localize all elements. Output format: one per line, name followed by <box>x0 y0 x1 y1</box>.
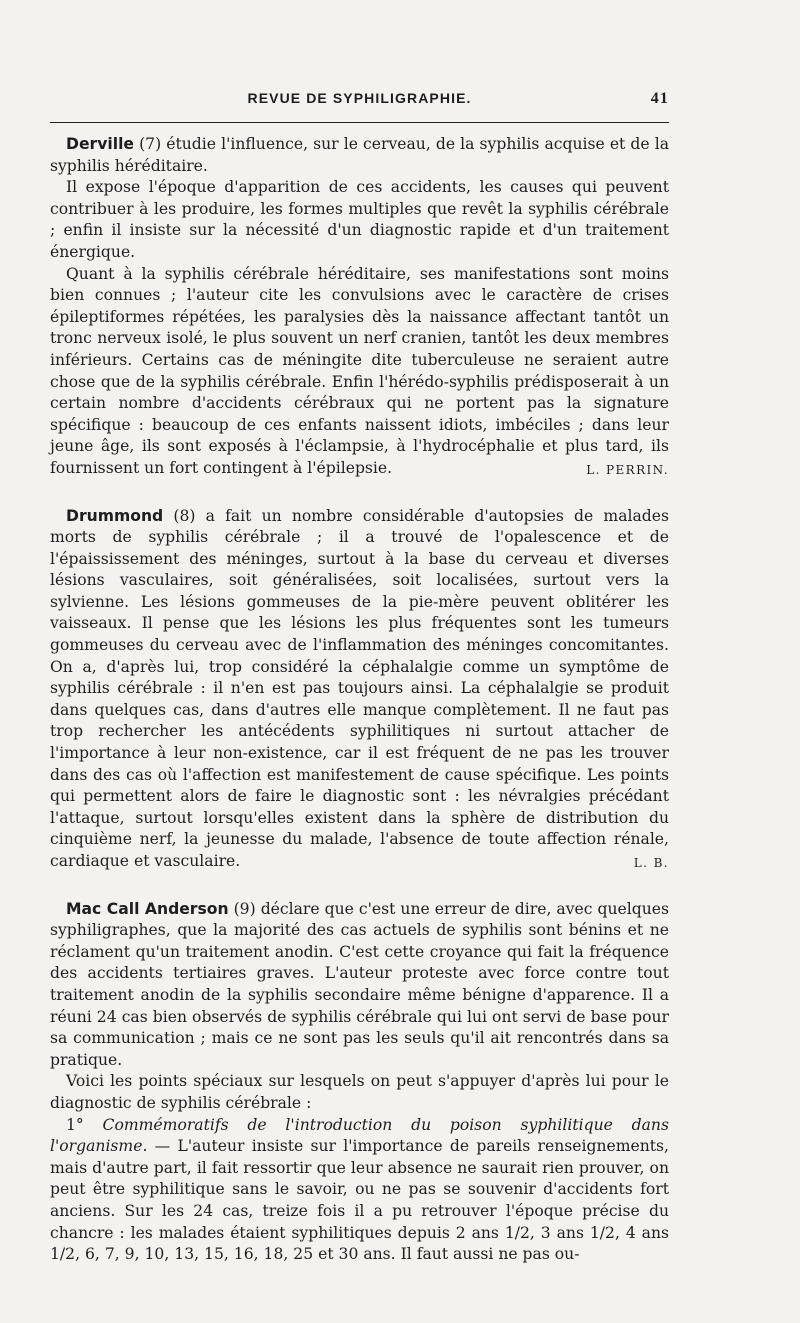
author-name: Drummond <box>66 506 164 525</box>
item-text: — L'auteur insiste sur l'importance de pareils renseignements, mais d'autre part, il fait ressortir que leur absence ne saurait rien prouver, on peut être syphilitique sans le savoir, ou ne pas se souvenir d'accidents fort anciens. Sur les 24 cas, treize fois il a pu retrouver l'époque précise du chancre : les malades étaient syphilitiques depuis 2 ans 1/2, 3 ans 1/2, 4 ans 1/2, 6, 7, 9, 10, 13, 15, 16, 18, 25 et 30 ans. Il faut aussi ne pas ou- <box>50 1137 669 1264</box>
numbered-item <box>50 1115 669 1266</box>
section-gap <box>50 482 669 506</box>
paragraph <box>50 899 669 1072</box>
header-rule <box>50 122 669 123</box>
section-gap <box>50 875 669 899</box>
paragraph-text: Quant à la syphilis cérébrale héréditaire, ses manifestations sont moins bien connues ; l'auteur cite les convulsions avec le caractère de crises épileptiformes répétées, les paralysies dès la naissance affectant tantôt un tronc nerveux isolé, le plus souvent un nerf cranien, tantôt les deux membres inférieurs. Certains cas de méningite dite tuberculeuse ne seraient autre chose que de la syphilis cérébrale. Enfin l'hérédo-syphilis prédisposerait à un certain nombre d'accidents cérébraux qui ne portent pas la signature spécifique : beaucoup de ces enfants naissent idiots, imbéciles ; dans leur jeune âge, ils sont exposés à l'éclampsie, à l'hydrocéphalie et plus tard, ils fournissent un fort contingent à l'épilepsie. <box>50 264 669 477</box>
page-number: 41 <box>650 90 669 107</box>
item-title: Commémoratifs de l'introduction du poison syphilitique dans l'organisme. <box>50 1115 669 1156</box>
article-mac-call-anderson <box>50 899 669 1266</box>
paragraph-text: (9) déclare que c'est une erreur de dire, avec quelques syphiligraphes, que la majorité des cas actuels de syphilis sont bénins et ne réclament qu'un traitement anodin. C'est cette croyance qui fait la fréquence des accidents tertiaires graves. L'auteur proteste avec force contre tout traitement anodin de la syphilis secondaire même bénigne d'apparence. Il a réuni 24 cas bien observés de syphilis cérébrale qui lui ont servi de base pour sa communication ; mais ce ne sont pas les seuls qu'il ait rencontrés dans sa pratique. <box>50 899 669 1069</box>
paragraph <box>50 506 669 873</box>
item-number: 1° <box>66 1115 84 1134</box>
running-head <box>50 90 669 112</box>
paragraph-text: (7) étudie l'influence, sur le cerveau, de la syphilis acquise et de la syphilis héréditaire. <box>50 135 669 175</box>
page-body <box>50 134 669 1266</box>
paragraph-text: (8) a fait un nombre considérable d'autopsies de malades morts de syphilis cérébrale ; il a trouvé de l'opalescence et de l'épaississement des méninges, surtout à la base du cerveau et diverses lésions vasculaires, soit généralisées, soit localisées, surtout vers la sylvienne. Les lésions gommeuses de la pie-mère peuvent oblitérer les vaisseaux. Il pense que les lésions les plus fréquentes sont les tumeurs gommeuses du cerveau avec de l'inflammation des méninges concomitantes. On a, d'après lui, trop considéré la céphalalgie comme un symptôme de syphilis cérébrale : il n'en est pas toujours ainsi. La céphalalgie se produit dans quelques cas, dans d'autres elle manque complètement. Il ne faut pas trop rechercher les antécédents syphilitiques ni surtout attacher de l'importance à leur non-existence, car il est fréquent de ne pas les trouver dans des cas où l'affection est manifestement de cause spécifique. Les points qui permettent alors de faire le diagnostic sont : les névralgies précédant l'attaque, surtout lorsqu'elles existent dans la sphère de distribution du cinquième nerf, la jeunesse du malade, l'absence de toute affection rénale, cardiaque et vasculaire. <box>50 506 669 870</box>
paragraph: Voici les points spéciaux sur lesquels on peut s'appuyer d'après lui pour le diagnostic de syphilis cérébrale : <box>50 1072 669 1112</box>
reviewer-signature: L. PERRIN. <box>586 462 669 477</box>
paragraph <box>50 264 669 480</box>
reviewer-signature: L. B. <box>633 856 669 870</box>
paragraph: Il expose l'époque d'apparition de ces accidents, les causes qui peuvent contribuer à les produire, les formes multiples que revêt la syphilis cérébrale ; enfin il insiste sur la nécessité d'un diagnostic rapide et d'un traitement énergique. <box>50 178 669 261</box>
running-head-title: REVUE DE SYPHILIGRAPHIE. <box>247 90 472 106</box>
article-derville <box>50 134 669 482</box>
author-name: Mac Call Anderson <box>66 899 229 918</box>
author-name: Derville <box>66 135 134 153</box>
article-drummond <box>50 506 669 875</box>
paragraph <box>50 134 669 177</box>
